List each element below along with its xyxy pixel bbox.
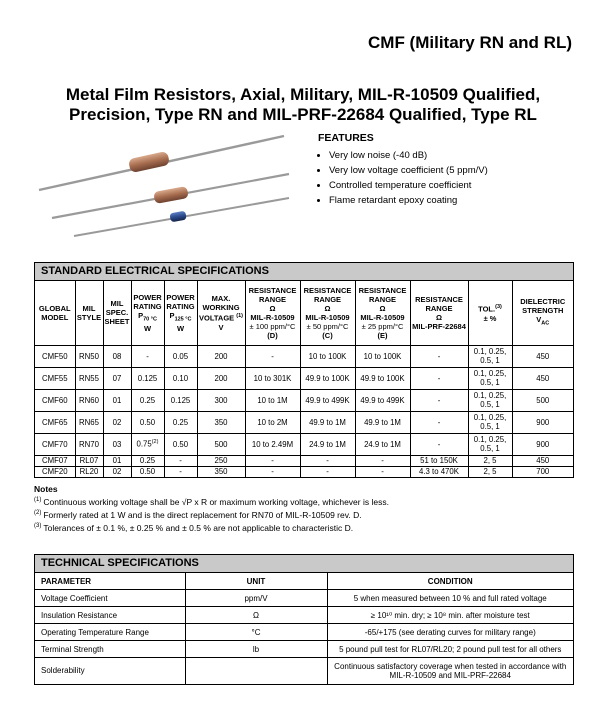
cell-c: - (300, 466, 355, 477)
cell-unit: Ω (185, 607, 327, 624)
technical-row (35, 624, 573, 641)
cell-volt: 250 (197, 455, 245, 466)
cell-p70: - (131, 345, 164, 367)
cell-sheet: 08 (103, 345, 131, 367)
electrical-spec-table (35, 281, 573, 477)
electrical-row (35, 466, 573, 477)
cell-p70: 0.50 (131, 411, 164, 433)
cell-e: 24.9 to 1M (355, 433, 410, 455)
cell-condition: 5 pound pull test for RL07/RL20; 2 pound pull test for all others (327, 641, 573, 658)
product-title-line2: Precision, Type RN and MIL-PRF-22684 Qualified, Type RL (69, 105, 537, 124)
cell-p70: 0.125 (131, 367, 164, 389)
cell-model: CMF07 (35, 455, 75, 466)
product-title-line1: Metal Film Resistors, Axial, Military, MIL-R-10509 Qualified, (65, 85, 541, 104)
technical-spec-table (35, 573, 573, 684)
col-resistance-prf: RESISTANCE RANGE Ω MIL-PRF-22684 (410, 281, 468, 345)
cell-unit (185, 658, 327, 684)
cell-d: - (245, 455, 300, 466)
cell-parameter: Solderability (35, 658, 185, 684)
cell-model: CMF60 (35, 389, 75, 411)
electrical-spec-section (34, 262, 574, 478)
technical-row (35, 590, 573, 607)
col-global-model: GLOBAL MODEL (35, 281, 75, 345)
electrical-row (35, 411, 573, 433)
product-title (40, 85, 566, 125)
notes-heading: Notes (34, 484, 58, 494)
cell-p70: 0.50 (131, 466, 164, 477)
note-item: $^{(1)}$ Continuous working voltage shall be √P x R or maximum working voltage, whichever is less. (34, 496, 389, 507)
cell-p125: 0.25 (164, 411, 197, 433)
cell-p70: 0.75$^{(2)}$ (131, 433, 164, 455)
cell-model: CMF70 (35, 433, 75, 455)
cell-d: - (245, 466, 300, 477)
col-resistance-d: RESISTANCE RANGE Ω MIL-R-10509 ± 100 ppm/°C (D) (245, 281, 300, 345)
technical-row (35, 658, 573, 684)
col-tolerance: TOL.$^{(3)}$ ± % (468, 281, 512, 345)
note-item: $^{(2)}$ Formerly rated at 1 W and is the direct replacement for RN70 of MIL-R-10509 rev. D. (34, 509, 362, 520)
cell-prf: - (410, 411, 468, 433)
cell-style: RN70 (75, 433, 103, 455)
cell-volt: 200 (197, 345, 245, 367)
cell-parameter: Insulation Resistance (35, 607, 185, 624)
col-power-125: POWER RATING $P_{125 ^\circ C}$ W (164, 281, 197, 345)
cell-parameter: Operating Temperature Range (35, 624, 185, 641)
col-condition: CONDITION (327, 573, 573, 590)
electrical-header-row (35, 281, 573, 345)
cell-diel: 500 (512, 389, 573, 411)
cell-p125: - (164, 455, 197, 466)
cell-tol: 2, 5 (468, 455, 512, 466)
cell-prf: 4.3 to 470K (410, 466, 468, 477)
cell-p70: 0.25 (131, 389, 164, 411)
cell-d: 10 to 301K (245, 367, 300, 389)
cell-condition: Continuous satisfactory coverage when tested in accordance with MIL-R-10509 and MIL-PRF-22684 (327, 658, 573, 684)
col-power-70: POWER RATING $P_{70 ^\circ C}$ W (131, 281, 164, 345)
cell-model: CMF55 (35, 367, 75, 389)
cell-tol: 0.1, 0.25, 0.5, 1 (468, 433, 512, 455)
cell-prf: 51 to 150K (410, 455, 468, 466)
cell-tol: 2, 5 (468, 466, 512, 477)
cell-condition: ≥ 10¹⁰ min. dry; ≥ 10⁸ min. after moisture test (327, 607, 573, 624)
cell-c: 49.9 to 100K (300, 367, 355, 389)
cell-e: 10 to 100K (355, 345, 410, 367)
electrical-row (35, 345, 573, 367)
cell-sheet: 02 (103, 466, 131, 477)
feature-item: • Controlled temperature coefficient (329, 178, 488, 193)
cell-model: CMF20 (35, 466, 75, 477)
cell-tol: 0.1, 0.25, 0.5, 1 (468, 389, 512, 411)
cell-prf: - (410, 433, 468, 455)
technical-row (35, 607, 573, 624)
cell-style: RN50 (75, 345, 103, 367)
cell-e: 49.9 to 1M (355, 411, 410, 433)
cell-volt: 300 (197, 389, 245, 411)
cell-e: 49.9 to 100K (355, 367, 410, 389)
cell-diel: 900 (512, 411, 573, 433)
col-mil-spec-sheet: MIL SPEC. SHEET (103, 281, 131, 345)
cell-parameter: Terminal Strength (35, 641, 185, 658)
electrical-spec-heading: STANDARD ELECTRICAL SPECIFICATIONS (35, 263, 573, 281)
cell-p125: 0.50 (164, 433, 197, 455)
cell-sheet: 02 (103, 411, 131, 433)
cell-volt: 350 (197, 411, 245, 433)
cell-prf: - (410, 345, 468, 367)
cell-condition: -65/+175 (see derating curves for military range) (327, 624, 573, 641)
cell-d: 10 to 1M (245, 389, 300, 411)
technical-spec-heading: TECHNICAL SPECIFICATIONS (35, 555, 573, 573)
col-mil-style: MIL STYLE (75, 281, 103, 345)
cell-style: RL20 (75, 466, 103, 477)
cell-unit: °C (185, 624, 327, 641)
col-resistance-e: RESISTANCE RANGE Ω MIL-R-10509 ± 25 ppm/°C (E) (355, 281, 410, 345)
cell-d: 10 to 2M (245, 411, 300, 433)
technical-row (35, 641, 573, 658)
cell-sheet: 01 (103, 455, 131, 466)
resistor-product-image (34, 126, 294, 241)
cell-p125: 0.10 (164, 367, 197, 389)
features-list (318, 148, 488, 208)
cell-style: RN55 (75, 367, 103, 389)
cell-p125: 0.125 (164, 389, 197, 411)
cell-d: - (245, 345, 300, 367)
cell-sheet: 01 (103, 389, 131, 411)
technical-spec-section (34, 554, 574, 685)
cell-model: CMF65 (35, 411, 75, 433)
cell-diel: 450 (512, 455, 573, 466)
cell-tol: 0.1, 0.25, 0.5, 1 (468, 345, 512, 367)
cell-style: RN60 (75, 389, 103, 411)
cell-c: - (300, 455, 355, 466)
cell-c: 49.9 to 499K (300, 389, 355, 411)
features-section (318, 132, 488, 208)
cell-p125: - (164, 466, 197, 477)
col-unit: UNIT (185, 573, 327, 590)
col-parameter: PARAMETER (35, 573, 185, 590)
cell-prf: - (410, 389, 468, 411)
notes-section (34, 484, 572, 533)
technical-header-row (35, 573, 573, 590)
cell-p125: 0.05 (164, 345, 197, 367)
col-dielectric: DIELECTRIC STRENGTH $V_{AC}$ (512, 281, 573, 345)
feature-item: • Very low voltage coefficient (5 ppm/V) (329, 163, 488, 178)
cell-prf: - (410, 367, 468, 389)
cell-c: 24.9 to 1M (300, 433, 355, 455)
cell-volt: 500 (197, 433, 245, 455)
electrical-row (35, 367, 573, 389)
cell-volt: 350 (197, 466, 245, 477)
cell-p70: 0.25 (131, 455, 164, 466)
col-resistance-c: RESISTANCE RANGE Ω MIL-R-10509 ± 50 ppm/°C (C) (300, 281, 355, 345)
cell-unit: lb (185, 641, 327, 658)
cell-d: 10 to 2.49M (245, 433, 300, 455)
cell-style: RN65 (75, 411, 103, 433)
cell-condition: 5 when measured between 10 % and full rated voltage (327, 590, 573, 607)
electrical-row (35, 433, 573, 455)
cell-tol: 0.1, 0.25, 0.5, 1 (468, 367, 512, 389)
cell-e: 49.9 to 499K (355, 389, 410, 411)
cell-sheet: 07 (103, 367, 131, 389)
cell-c: 49.9 to 1M (300, 411, 355, 433)
cell-e: - (355, 466, 410, 477)
electrical-row (35, 455, 573, 466)
cell-model: CMF50 (35, 345, 75, 367)
cell-style: RL07 (75, 455, 103, 466)
cell-tol: 0.1, 0.25, 0.5, 1 (468, 411, 512, 433)
cell-unit: ppm/V (185, 590, 327, 607)
feature-item: • Very low noise (-40 dB) (329, 148, 488, 163)
cell-diel: 700 (512, 466, 573, 477)
cell-diel: 450 (512, 345, 573, 367)
electrical-row (35, 389, 573, 411)
cell-diel: 900 (512, 433, 573, 455)
col-max-voltage: MAX. WORKING VOLTAGE $^{(1)}$ V (197, 281, 245, 345)
series-title: CMF (Military RN and RL) (368, 33, 572, 52)
feature-item: • Flame retardant epoxy coating (329, 193, 488, 208)
cell-parameter: Voltage Coefficient (35, 590, 185, 607)
note-item: $^{(3)}$ Tolerances of ± 0.1 %, ± 0.25 % and ± 0.5 % are not applicable to characteristic D. (34, 522, 354, 533)
cell-e: - (355, 455, 410, 466)
cell-volt: 200 (197, 367, 245, 389)
cell-diel: 450 (512, 367, 573, 389)
cell-sheet: 03 (103, 433, 131, 455)
cell-c: 10 to 100K (300, 345, 355, 367)
features-heading: FEATURES (318, 132, 374, 144)
